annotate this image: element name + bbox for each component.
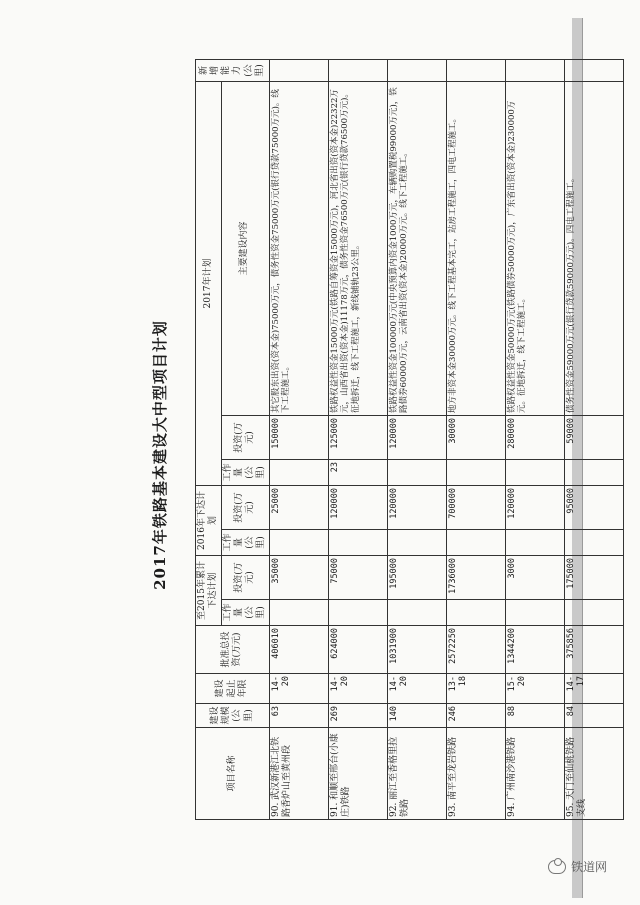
years: 13-18 (446, 674, 505, 704)
cum-invest: 195000 (387, 556, 446, 600)
cum-work (505, 600, 564, 626)
cum-work (446, 600, 505, 626)
y16-invest: 95000 (564, 486, 623, 530)
table-row (505, 59, 564, 819)
p17-work (505, 460, 564, 486)
years: 14-20 (328, 674, 387, 704)
table-row (446, 59, 505, 819)
main-content: 债务性资金59000万元(银行贷款59000万元)。四电工程施工。 (564, 81, 623, 415)
y16-invest: 120000 (387, 486, 446, 530)
p17-invest: 280000 (505, 416, 564, 460)
main-content: 地方非资本金30000万元。线下工程基本完工，站房工程施工，四电工程施工。 (446, 81, 505, 415)
y16-work (446, 530, 505, 556)
p17-work (269, 460, 328, 486)
table-row (269, 59, 328, 819)
p17-invest: 125000 (328, 416, 387, 460)
cum-work (328, 600, 387, 626)
capacity (328, 59, 387, 81)
cum-invest: 3000 (505, 556, 564, 600)
p17-work (564, 460, 623, 486)
scale: 84 (564, 704, 623, 728)
table-row (328, 59, 387, 819)
project-plan-table (195, 59, 624, 820)
project-name: 93. 南平至龙岩铁路 (446, 728, 505, 820)
header-16-invest: 投资(万元) (221, 486, 269, 530)
header-16-workload: 工作量(公里) (221, 530, 269, 556)
approved: 624000 (328, 626, 387, 674)
years: 14-20 (269, 674, 328, 704)
header-cum-workload: 工作量(公里) (221, 600, 269, 626)
project-name: 94. 广州南沙港铁路 (505, 728, 564, 820)
watermark (548, 858, 607, 875)
project-name: 90. 武汉新港江北铁路香炉山至黄州段 (269, 728, 328, 820)
y16-invest: 120000 (328, 486, 387, 530)
approved: 1031900 (387, 626, 446, 674)
y16-work (269, 530, 328, 556)
header-17-workload: 工作量(公里) (221, 460, 269, 486)
approved: 2572250 (446, 626, 505, 674)
approved: 375856 (564, 626, 623, 674)
cum-work (269, 600, 328, 626)
years: 14-17 (564, 674, 623, 704)
cum-invest: 35000 (269, 556, 328, 600)
page-title: 2017年铁路基本建设大中型项目计划 (151, 320, 169, 590)
cum-invest: 175000 (564, 556, 623, 600)
p17-invest: 59000 (564, 416, 623, 460)
project-name: 91. 和顺至邢台(小康庄)铁路 (328, 728, 387, 820)
p17-work (387, 460, 446, 486)
header-scale: 建设规模(公里) (196, 704, 270, 728)
header-cumulative: 至2015年累计下达计划 (196, 556, 222, 626)
y16-work (564, 530, 623, 556)
scale: 140 (387, 704, 446, 728)
p17-invest: 120000 (387, 416, 446, 460)
p17-work (446, 460, 505, 486)
main-content: 铁路权益性资金15000万元(铁路自筹资金15000万元)，河北省出资(资本金)22322万元，山西省出资(资本金)11178万元，债务性资金76500万元(银行贷款76500万元)。征地拆迁，线下工程施工，新线铺轨23公里。 (328, 81, 387, 415)
p17-invest: 150000 (269, 416, 328, 460)
cum-work (564, 600, 623, 626)
y16-invest: 25000 (269, 486, 328, 530)
capacity (505, 59, 564, 81)
scale: 269 (328, 704, 387, 728)
header-17-invest: 投资(万元) (221, 416, 269, 460)
scale: 246 (446, 704, 505, 728)
header-capacity: 新增能力(公里) (196, 59, 270, 81)
header-approved: 批准总投资(万元) (196, 626, 270, 674)
scale: 63 (269, 704, 328, 728)
cum-invest: 1736000 (446, 556, 505, 600)
wechat-icon (548, 860, 566, 874)
main-content: 铁路权益性资金100000万元(中央预算内资金1000万元，车辆购置税99000万元)，铁路债券60000万元，云南省出资(资本金)20000万元。线下工程施工。 (387, 81, 446, 415)
capacity (564, 59, 623, 81)
project-name: 95. 天门至仙桃铁路支线 (564, 728, 623, 820)
approved: 406010 (269, 626, 328, 674)
rotated-table-area (151, 64, 595, 820)
capacity (446, 59, 505, 81)
y16-work (505, 530, 564, 556)
header-2016: 2016年下达计划 (196, 486, 222, 556)
project-name: 92. 丽江至香格里拉铁路 (387, 728, 446, 820)
y16-invest: 700000 (446, 486, 505, 530)
table-row (387, 59, 446, 819)
scale: 88 (505, 704, 564, 728)
table-row (564, 59, 623, 819)
years: 15-20 (505, 674, 564, 704)
header-main-content: 主要建设内容 (221, 81, 269, 415)
y16-work (328, 530, 387, 556)
years: 14-20 (387, 674, 446, 704)
capacity (269, 59, 328, 81)
header-project-name: 项目名称 (196, 728, 270, 820)
header-years: 建设起止年限 (196, 674, 270, 704)
watermark-text: 铁道网 (571, 860, 608, 874)
capacity (387, 59, 446, 81)
main-content: 铁路权益性资金50000万元(铁路债券50000万元)，广东省出资(资本金)230000万元。征地拆迁，线下工程施工。 (505, 81, 564, 415)
header-cum-invest: 投资(万元) (221, 556, 269, 600)
header-2017: 2017年计划 (196, 81, 222, 485)
y16-work (387, 530, 446, 556)
approved: 1344200 (505, 626, 564, 674)
cum-invest: 75000 (328, 556, 387, 600)
cum-work (387, 600, 446, 626)
y16-invest: 120000 (505, 486, 564, 530)
main-content: 其它股东出资(资本金)75000万元，债务性资金75000万元(银行贷款75000万元)。线下工程施工。 (269, 81, 328, 415)
p17-work: 23 (328, 460, 387, 486)
p17-invest: 30000 (446, 416, 505, 460)
